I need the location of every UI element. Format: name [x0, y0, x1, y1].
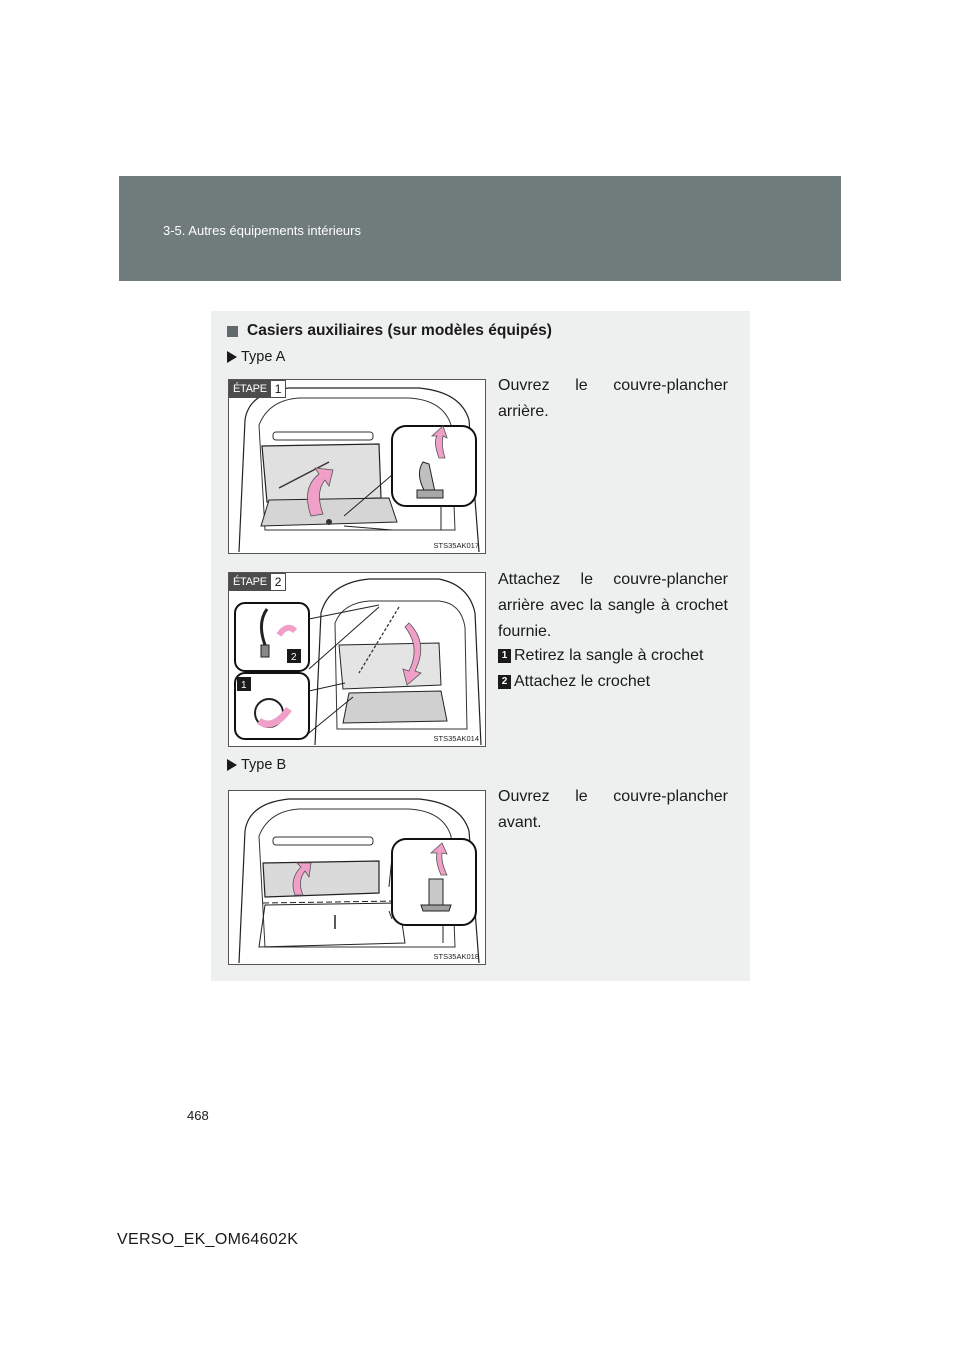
step-word: ÉTAPE: [229, 380, 271, 398]
substep-text: Attachez le crochet: [514, 673, 651, 690]
substep-2: [498, 673, 650, 691]
type-a-label: [227, 349, 285, 365]
substep-text: Retirez la sangle à crochet: [514, 647, 704, 664]
panel-heading: [227, 322, 552, 340]
car-trunk-rear-floor-image: [229, 380, 485, 553]
hook-strap-attach-image: [229, 573, 485, 746]
triangle-bullet-icon: [227, 759, 237, 771]
square-bullet-icon: [227, 326, 238, 337]
svg-text:1: 1: [241, 680, 247, 691]
step-1-description: Ouvrez le couvre-plancher arrière.: [498, 377, 728, 420]
step-badge: [229, 573, 286, 591]
type-b-description: Ouvrez le couvre-plancher avant.: [498, 788, 728, 831]
step-number: 2: [271, 573, 287, 591]
type-b-text: Type B: [241, 757, 287, 773]
type-b-illustration: [228, 790, 486, 965]
svg-text:2: 2: [291, 652, 297, 663]
section-header-bar: [119, 176, 841, 281]
panel-heading-text: Casiers auxiliaires (sur modèles équipés): [247, 322, 552, 339]
type-a-text: Type A: [241, 349, 286, 365]
substep-number-badge: 1: [498, 649, 511, 663]
step-2-description: Attachez le couvre-plancher arrière avec la sangle à crochet fournie.: [498, 571, 728, 640]
step-1-illustration: [228, 379, 486, 554]
image-code: STS35AK017: [433, 541, 479, 550]
section-title: 3-5. Autres équipements intérieurs: [163, 223, 361, 238]
step-word: ÉTAPE: [229, 573, 271, 591]
car-trunk-front-floor-image: [229, 791, 485, 964]
page-number: 468: [187, 1108, 209, 1123]
triangle-bullet-icon: [227, 351, 237, 363]
document-code: VERSO_EK_OM64602K: [117, 1231, 299, 1248]
step-2-illustration: [228, 572, 486, 747]
step-badge: [229, 380, 286, 398]
type-b-label: [227, 757, 286, 773]
substep-number-badge: 2: [498, 675, 511, 689]
image-code: STS35AK014: [433, 734, 479, 743]
info-panel: [211, 311, 750, 981]
substep-1: [498, 647, 703, 665]
step-number: 1: [271, 380, 287, 398]
image-code: STS35AK018: [433, 952, 479, 961]
